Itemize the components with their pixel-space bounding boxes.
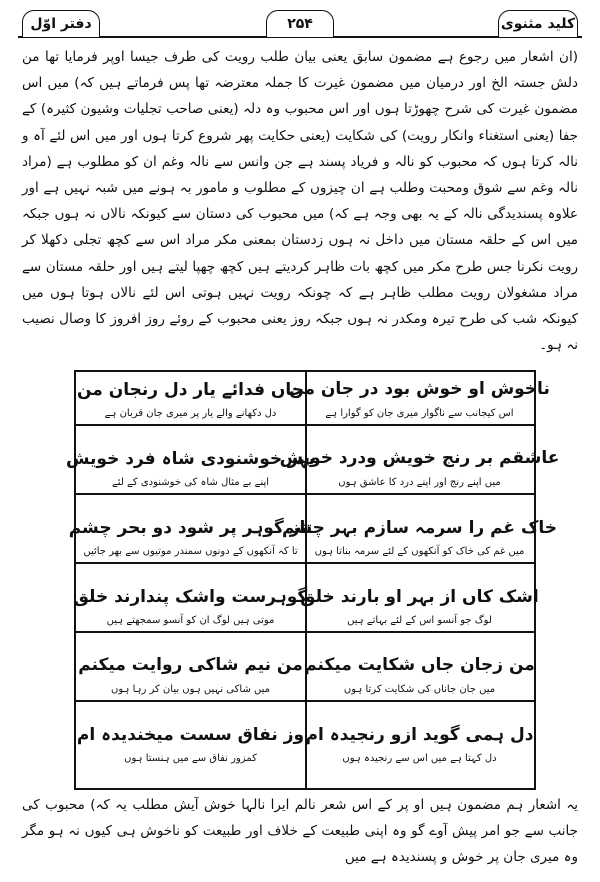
verse-translation: میں غم کی خاک کو آنکھوں کے لئے سرمہ بناتا ہوں: [314, 545, 525, 557]
verse-translation: میں شاکی نہیں ہوں بیان کر رہا ہوں: [111, 683, 270, 695]
verse-translation: دل دکھانے والے یار پر میری جان قربان ہے: [104, 407, 277, 419]
verse-row: [76, 717, 534, 769]
verse-row: [76, 648, 534, 702]
verse-row: [73, 579, 539, 633]
verse-row: [68, 510, 558, 564]
verse-cell-right: [281, 510, 558, 562]
verse-text: خاک غم را سرمہ سازم بہر چشم: [281, 517, 558, 538]
verse-text: ناخوش او خوش بود در جان من: [289, 379, 550, 399]
verse-text: اشک کاں از بہر او بارند خلق: [300, 586, 539, 607]
verse-cell-right: [289, 372, 550, 424]
verse-text: بہر خوشنودی شاہ فرد خویش: [66, 448, 315, 469]
verse-text: جاں فدائے یار دل رنجان من: [76, 379, 305, 400]
verse-text: دل ہمی گوید ازو رنجیدہ ام: [305, 724, 534, 745]
verse-translation: اپنے بے مثال شاہ کی خوشنودی کے لئے: [111, 476, 270, 488]
verse-text: من زجان جاں شکایت میکنم: [304, 655, 535, 675]
verse-text: وز نفاق سست میخندیدہ ام: [76, 724, 305, 745]
verse-text: تاز گوہر پر شود دو بحر چشم: [68, 517, 313, 538]
verse-cell-right: [300, 579, 539, 631]
verse-translation: موتی ہیں لوگ ان کو آنسو سمجھتے ہیں: [106, 614, 275, 626]
verse-cell-left: [76, 717, 305, 769]
verse-cell-right: [279, 441, 560, 493]
closing-paragraph: یہ اشعار ہم مضمون ہیں او پر کے اس شعر نالم ایرا نالہا خوش آیش مطلب یہ کہ) محبوب کی جانب سے جو امر پیش آوے گو وہ اپنی طبیعت کے خلاف اور طبیعت کو ناخوش ہی کیوں نہ ہو مگر وہ میری جان پر خوش و پسندیدہ ہے میں: [22, 797, 578, 865]
verse-row: [76, 372, 550, 426]
verse-translation: اس کیجانب سے ناگوار میری جان کو گوارا ہے: [325, 407, 514, 419]
verse-cell-left: [76, 648, 305, 700]
verse-translation: تا کہ آنکھوں کے دونوں سمندر موتیوں سے بھر جائیں: [83, 545, 298, 557]
verse-table: [66, 370, 560, 790]
verse-translation: دل کہتا ہے میں اس سے رنجیدہ ہوں: [342, 752, 497, 764]
verse-cell-left: [73, 579, 308, 631]
page-number: ۲۵۴: [287, 16, 313, 32]
verse-cell-right: [305, 648, 534, 700]
verse-text: عاشقم بر رنج خویش ودرد خویش: [279, 448, 560, 468]
book-title: کلید مثنوی: [500, 16, 576, 32]
volume-title: دفتر اوّل: [30, 16, 92, 32]
intro-paragraph: (ان اشعار میں رجوع ہے مضمون سابق یعنی بیان طلب رویت کی طرف جیسا اوپر فرمایا تھا من دلش جستہ الخ اور درمیان میں مضمون غیرت کا جملہ معترضہ تھا پس فرماتے ہیں کہ) میں اس مضمون غیرت کی شرح چھوڑتا ہوں اور اس محبوب وہ دلہ (یعنی صاحب تجلیات وشیون کثیرہ) کے جفا (یعنی استغناء وانکار رویت) کی شکایت (یعنی حکایت پھر شروع کرتا ہوں اور میں اس لئے آہ و نالہ کرتا ہوں کہ محبوب کو نالہ و فریاد پسند ہے جن وانس سے نالہ وغم ان کو مطلوب ہے (مراد نالہ وغم سے شوق ومحبت وطلب ہے ان چیزوں کے مطلوب و مامور بہ ہونے میں شبہ نہیں ہے اور علاوہ پسندیدگی نالہ کے یہ بھی وجہ ہے کہ) میں محبوب کی دستان سے کیونکہ نالاں نہ ہوں جبکہ میں اس کے حلقہ مستان میں داخل نہ ہوں زدستان بمعنی مکر مراد اس سے کچھ تجلی دکھلا کر رویت نکرنا جس طرح مکر میں کچھ بات ظاہر کردیتے ہیں کچھ چھپا لیتے ہیں اور حلقہ مستان سے مراد مشغولان رویت مطلب ظاہر ہے کہ چونکہ رویت نہیں ہوتی اس لئے نالاں ہوتا ہوں میں کیونکہ شب کی طرح تیرہ ومکدر نہ ہوں جبکہ روز یعنی محبوب کے روئے روز افروز کا وصال نصیب نہ ہو۔: [22, 49, 578, 354]
verse-translation: کمزور نفاق سے میں ہنستا ہوں: [124, 752, 257, 764]
book-title-box: [498, 10, 578, 37]
verse-translation: لوگ جو آنسو اس کے لئے بہاتے ہیں: [347, 614, 492, 626]
verse-text: گوہرست واشک پندارند خلق: [73, 586, 308, 607]
volume-box: [22, 10, 100, 37]
verse-text: من نیم شاکی روایت میکنم: [78, 655, 303, 675]
page-number-box: [266, 10, 334, 37]
verse-translation: میں جان جاناں کی شکایت کرتا ہوں: [343, 683, 496, 695]
verse-cell-left: [66, 441, 315, 493]
verse-cell-left: [68, 510, 313, 562]
verse-cell-right: [305, 717, 534, 769]
verse-row: [66, 441, 560, 495]
verse-translation: میں اپنے رنج اور اپنے درد کا عاشق ہوں: [338, 476, 501, 488]
verse-cell-left: [76, 372, 305, 424]
